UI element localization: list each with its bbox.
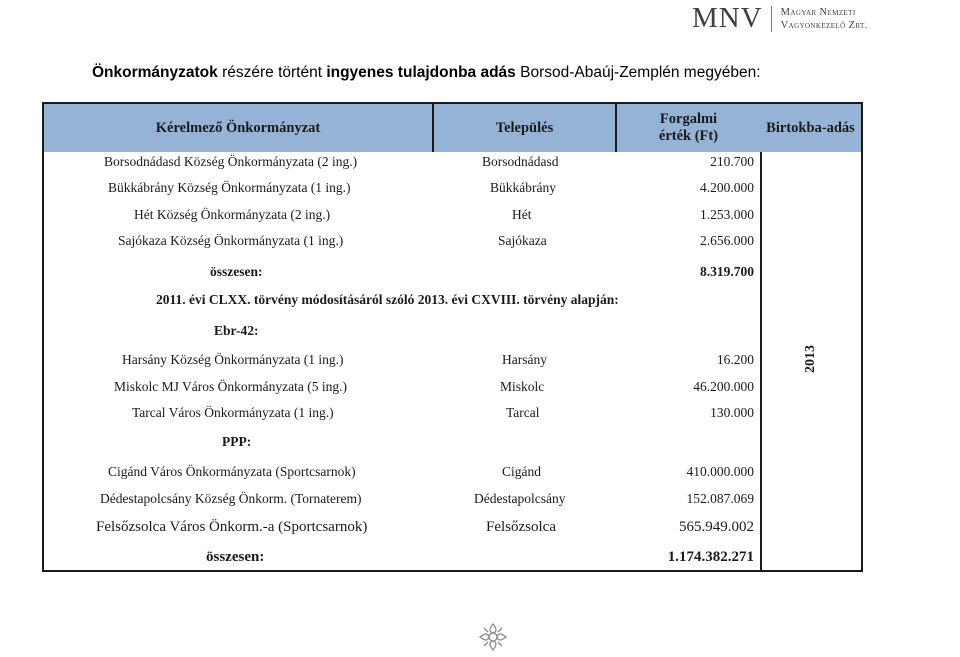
table-row (44, 180, 760, 202)
value: 2.656.000 (700, 233, 754, 248)
handover-column (760, 102, 863, 572)
table-row (44, 464, 760, 486)
applicant-name: Miskolc MJ Város Önkormányzata (5 ing.) (114, 379, 347, 394)
table-row (44, 519, 760, 541)
town-name: Dédestapolcsány (474, 491, 566, 506)
logo-line-1: Magyar Nemzeti (780, 6, 856, 18)
applicant-name: Felsőzsolca Város Önkorm.-a (Sportcsarnok) (96, 519, 368, 535)
subtotal-value: 8.319.700 (700, 264, 754, 279)
table-row (44, 154, 760, 176)
value: 130.000 (710, 405, 754, 420)
total-label: összesen: (206, 549, 265, 565)
subtotal-label: összesen: (210, 264, 263, 279)
value: 16.200 (716, 352, 754, 367)
logo-mark: MNV (692, 2, 763, 34)
table-row (44, 233, 760, 255)
title-part-3: ingyenes tulajdonba adás (326, 64, 516, 81)
value: 1.253.000 (700, 207, 754, 222)
logo-divider (771, 6, 772, 32)
applicant-name: Harsány Község Önkormányzata (1 ing.) (122, 352, 344, 367)
applicant-name: Sajókaza Község Önkormányzata (1 ing.) (118, 233, 344, 248)
value: 410.000.000 (686, 464, 754, 479)
header-value-line-1: Forgalmi (659, 111, 718, 127)
applicant-name: Hét Község Önkormányzata (2 ing.) (134, 207, 331, 222)
value: 46.200.000 (693, 379, 754, 394)
total-row (44, 549, 760, 571)
applicant-name: Bükkábrány Község Önkormányzata (1 ing.) (108, 180, 351, 195)
value: 152.087.069 (686, 491, 754, 506)
section-row (44, 434, 760, 456)
town-name: Cigánd (502, 464, 541, 479)
section-ppp: PPP: (222, 434, 252, 449)
applicant-name: Borsodnádasd Község Önkormányzata (2 ing.) (104, 154, 358, 169)
subtotal-row (44, 264, 760, 286)
table-row (44, 352, 760, 374)
value: 4.200.000 (700, 180, 754, 195)
ornament-icon (478, 622, 508, 652)
applicant-name: Dédestapolcsány Község Önkorm. (Tornaterem) (100, 491, 362, 506)
title-part-2: részére történt (217, 64, 327, 81)
applicant-name: Cigánd Város Önkormányzata (Sportcsarnok) (108, 464, 356, 479)
law-note: 2011. évi CLXX. törvény módosításáról szóló 2013. évi CXVIII. törvény alapján: (156, 292, 619, 307)
town-name: Hét (512, 207, 532, 222)
page-title (92, 64, 761, 82)
table-row (44, 207, 760, 229)
town-name: Tarcal (506, 405, 540, 420)
table-row (44, 379, 760, 401)
section-row (44, 323, 760, 345)
total-value: 1.174.382.271 (667, 549, 754, 565)
header-applicant: Kérelmező Önkormányzat (155, 119, 321, 136)
town-name: Sajókaza (498, 233, 547, 248)
applicant-name: Tarcal Város Önkormányzata (1 ing.) (132, 405, 334, 420)
town-name: Harsány (502, 352, 547, 367)
table-row (44, 491, 760, 513)
law-note-row (44, 292, 760, 314)
value: 210.700 (710, 154, 754, 169)
title-part-1: Önkormányzatok (92, 64, 218, 81)
mnv-logo (692, 2, 868, 35)
header-value-line-2: érték (Ft) (658, 128, 719, 144)
header-town: Település (495, 119, 554, 136)
town-name: Miskolc (500, 379, 545, 394)
header-value (617, 104, 760, 152)
logo-company-name (781, 6, 868, 32)
transfer-table (42, 102, 762, 572)
table-row (44, 405, 760, 427)
header-handover: Birtokba-adás (760, 104, 861, 152)
section-ebr: Ebr-42: (214, 323, 259, 338)
town-name: Borsodnádasd (482, 154, 559, 169)
title-part-4: Borsod-Abaúj-Zemplén megyében: (515, 64, 761, 81)
handover-year: 2013 (803, 345, 818, 373)
town-name: Felsőzsolca (486, 519, 556, 535)
value: 565.949.002 (679, 519, 754, 535)
logo-line-2: Vagyonkezelő Zrt. (780, 19, 868, 31)
table-header (44, 104, 760, 152)
town-name: Bükkábrány (490, 180, 556, 195)
